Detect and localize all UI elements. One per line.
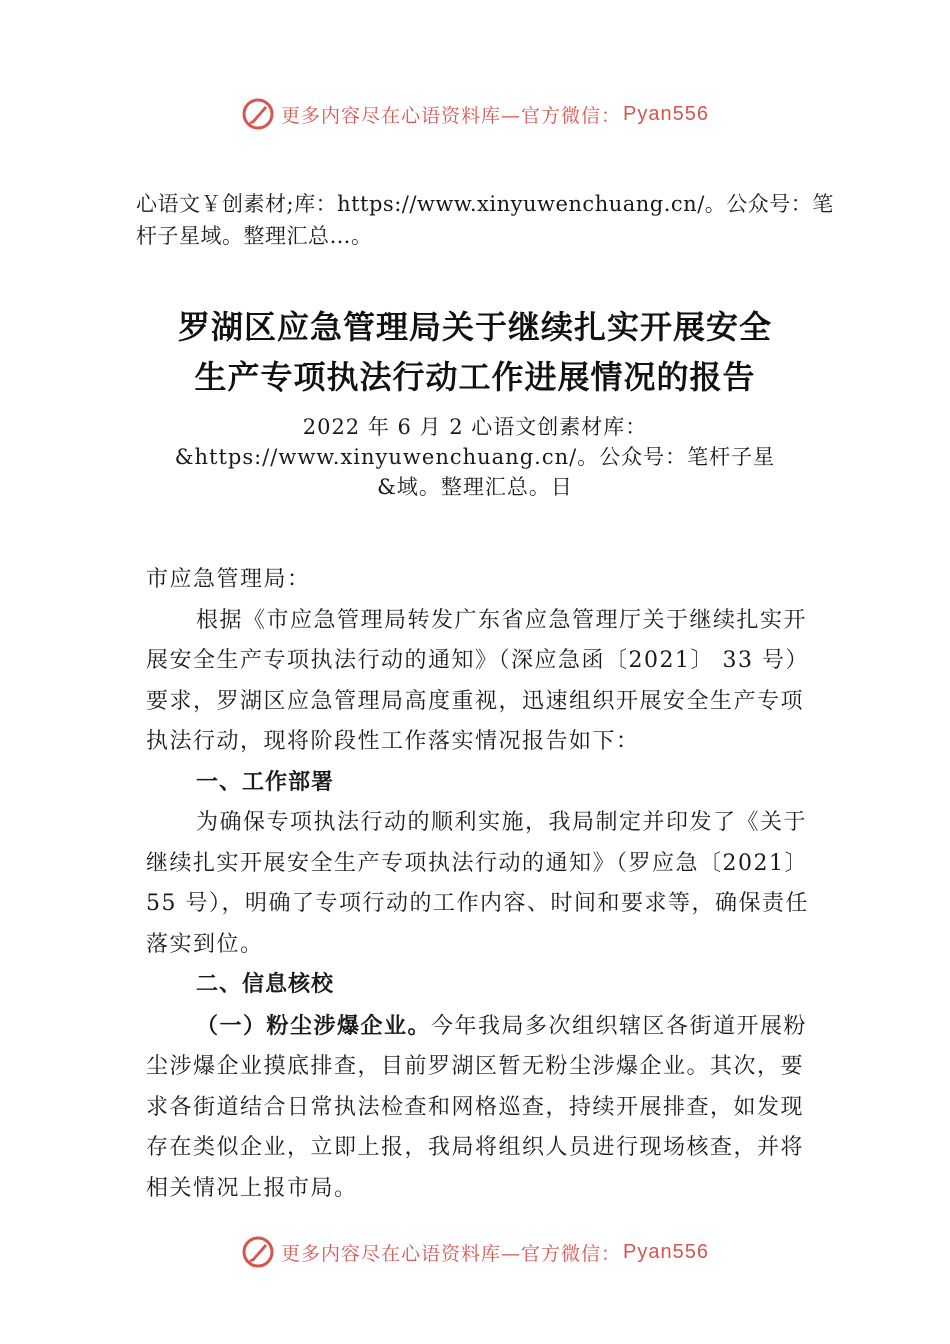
subsection-1-paragraph [146, 1006, 814, 1210]
section-1-heading: 一、工作部署 [196, 769, 335, 795]
dateline-line-3: &域。整理汇总。日 [377, 475, 573, 499]
dateline [150, 412, 800, 502]
source-notice: 心语文￥创素材;库：https://www.xinyuwenchuang.cn/。公众号：笔杆子星域。整理汇总…。 [136, 192, 834, 248]
banner-text: 更多内容尽在心语资料库—官方微信： [281, 104, 622, 127]
dateline-line-2: &https://www.xinyuwenchuang.cn/。公众号：笔杆子星 [174, 445, 776, 469]
dateline-line-1: 2022 年 6 月 2 心语文创素材库： [302, 415, 648, 439]
document-title-line-1: 罗湖区应急管理局关于继续扎实开展安全 [177, 308, 772, 346]
intro-paragraph: 根据《市应急管理局转发广东省应急管理厅关于继续扎实开展安全生产专项执法行动的通知》（深应急函〔2021〕 33 号）要求，罗湖区应急管理局高度重视，迅速组织开展安全生产专项执法行动，现将阶段性工作落实情况报告如下： [146, 607, 809, 754]
header-banner [0, 94, 950, 134]
banner-wechat-id: Pyan556 [623, 1240, 709, 1263]
banner-wechat-id: Pyan556 [623, 102, 709, 125]
section-2-heading: 二、信息核校 [196, 972, 335, 997]
section-1-paragraph: 为确保专项执法行动的顺利实施，我局制定并印发了《关于继续扎实开展安全生产专项执法行动的通知》（罗应急〔2021〕 55 号），明确了专项行动的工作内容、时间和要求等，确保责任落实到位。 [146, 810, 809, 957]
quill-logo-icon [241, 97, 275, 131]
salutation: 市应急管理局： [146, 567, 311, 592]
subsection-1-label: （一）粉尘涉爆企业。 [196, 1012, 432, 1039]
document-title-line-2: 生产专项执法行动工作进展情况的报告 [194, 358, 756, 396]
footer-banner [0, 1232, 950, 1272]
banner-text: 更多内容尽在心语资料库—官方微信： [281, 1242, 622, 1265]
subsection-1-text: 今年我局多次组织辖区各街道开展粉 尘涉爆企业摸底排查，目前罗湖区暂无粉尘涉爆企业。其次，要求各街道结合日常执法检查和网格巡查，持续开展排查，如发现存在类似企业，立即上报，我局将组织人员进行现场核查，并将相关情况上报市局。 [146, 1013, 808, 1201]
document-body [146, 560, 814, 1209]
quill-logo-icon [241, 1235, 275, 1269]
